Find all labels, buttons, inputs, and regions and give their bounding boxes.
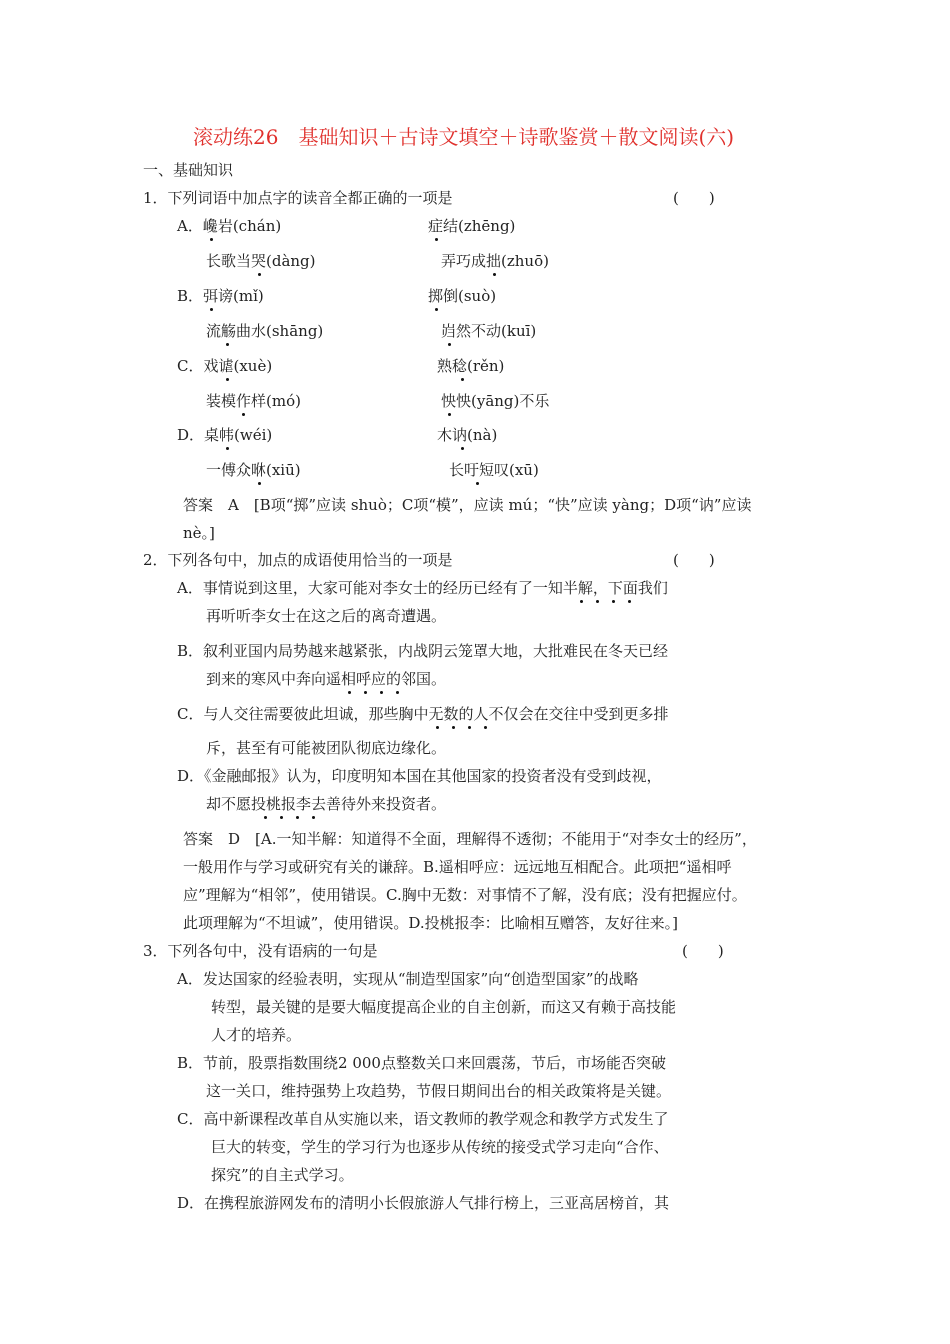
emphasis-dot (493, 273, 496, 276)
emphasis-dot (380, 691, 383, 694)
q3-option-a-line-1: A．发达国家的经验表明，实现从“制造型国家”向“创造型国家”的战略 (177, 970, 639, 988)
q1-answer-line-2: nè。] (183, 524, 215, 542)
emphasis-dot (264, 816, 267, 819)
emphasis-dot (580, 600, 583, 603)
q3-option-a-line-3: 人才的培养。 (211, 1026, 302, 1044)
q1-option-a-item-2: 症结(zhēng) (428, 217, 516, 235)
q1-option-d-item-2: 木讷(nà) (437, 426, 498, 444)
emphasis-dot (364, 691, 367, 694)
q2-option-d-line-2: 却不愿投桃报李去善待外来投资者。 (206, 795, 447, 813)
q1-option-d-item-3: 一傅众咻(xiū) (206, 461, 301, 479)
question-3-answer-blank: ( ) (682, 942, 724, 960)
q1-option-d-item-1: D．桌帏(wéi) (177, 426, 273, 444)
q1-option-a-item-3: 长歌当哭(dàng) (206, 252, 316, 270)
question-1-answer-blank: ( ) (673, 189, 715, 207)
emphasis-dot (296, 816, 299, 819)
emphasis-dot (452, 726, 455, 729)
question-3-stem: 3．下列各句中，没有语病的一句是 (143, 942, 378, 960)
q2-answer-line-1: 答案 D [A.一知半解：知道得不全面，理解得不透彻；不能用于“对李女士的经历”， (183, 830, 757, 848)
emphasis-dot (396, 691, 399, 694)
q3-option-a-line-2: 转型，最关键的是要大幅度提高企业的自主创新，而这又有赖于高技能 (211, 998, 677, 1016)
emphasis-dot (596, 600, 599, 603)
emphasis-dot (436, 726, 439, 729)
q3-option-c-line-3: 探究”的自主式学习。 (211, 1166, 354, 1184)
emphasis-dot (280, 816, 283, 819)
emphasis-dot (435, 308, 438, 311)
q1-option-b-item-3: 流觞曲水(shāng) (206, 322, 324, 340)
emphasis-dot (461, 378, 464, 381)
q2-option-a-line-2: 再听听李女士在这之后的离奇遭遇。 (206, 607, 447, 625)
q1-option-d-item-4: 长吁短叹(xū) (449, 461, 539, 479)
emphasis-dot (461, 447, 464, 450)
emphasis-dot (628, 600, 631, 603)
page-title: 滚动练26 基础知识＋古诗文填空＋诗歌鉴赏＋散文阅读(六) (193, 125, 735, 149)
q1-option-b-item-2: 掷倒(suò) (428, 287, 497, 305)
q1-option-b-item-4: 岿然不动(kuī) (441, 322, 537, 340)
emphasis-dot (476, 482, 479, 485)
emphasis-dot (435, 238, 438, 241)
emphasis-dot (258, 482, 261, 485)
emphasis-dot (468, 726, 471, 729)
emphasis-dot (226, 343, 229, 346)
emphasis-dot (484, 726, 487, 729)
q1-option-c-item-3: 装模作样(mó) (206, 392, 301, 410)
q1-answer-line-1: 答案 A [B项“掷”应读 shuò；C项“模”，应读 mú；“快”应读 yàng；D项“讷”应读 (183, 496, 752, 514)
question-2-stem: 2．下列各句中，加点的成语使用恰当的一项是 (143, 551, 453, 569)
emphasis-dot (612, 600, 615, 603)
q3-option-b-line-2: 这一关口，维持强势上攻趋势，节假日期间出台的相关政策将是关键。 (206, 1082, 672, 1100)
q3-option-b-line-1: B．节前，股票指数围绕2 000点整数关口来回震荡，节后，市场能否突破 (177, 1054, 666, 1072)
emphasis-dot (226, 447, 229, 450)
q2-answer-line-2: 一般用作与学习或研究有关的谦辞。B.遥相呼应：远远地互相配合。此项把“遥相呼 (183, 858, 732, 876)
emphasis-dot (312, 816, 315, 819)
question-2-answer-blank: ( ) (673, 551, 715, 569)
q1-option-c-item-4: 怏怏(yāng)不乐 (441, 392, 550, 410)
q2-option-a-line-1: A．事情说到这里，大家可能对李女士的经历已经有了一知半解，下面我们 (177, 579, 668, 597)
q1-option-c-item-1: C．戏谑(xuè) (177, 357, 273, 375)
q2-option-d-line-1: D．《金融邮报》认为，印度明知本国在其他国家的投资者没有受到歧视， (177, 767, 662, 785)
emphasis-dot (348, 691, 351, 694)
emphasis-dot (210, 308, 213, 311)
emphasis-dot (448, 343, 451, 346)
q1-option-a-item-4: 弄巧成拙(zhuō) (441, 252, 549, 270)
q2-option-c-line-2: 斥，甚至有可能被团队彻底边缘化。 (206, 739, 447, 757)
question-1-stem: 1．下列词语中加点字的读音全都正确的一项是 (143, 189, 453, 207)
q3-option-d-line-1: D．在携程旅游网发布的清明小长假旅游人气排行榜上，三亚高居榜首，其 (177, 1194, 670, 1212)
q1-option-c-item-2: 熟稔(rěn) (437, 357, 505, 375)
q2-option-c-line-1: C．与人交往需要彼此坦诚，那些胸中无数的人不仅会在交往中受到更多排 (177, 705, 669, 723)
q2-option-b-line-1: B．叙利亚国内局势越来越紧张，内战阴云笼罩大地，大批难民在冬天已经 (177, 642, 669, 660)
emphasis-dot (210, 238, 213, 241)
q3-option-c-line-1: C．高中新课程改革自从实施以来，语文教师的教学观念和教学方式发生了 (177, 1110, 669, 1128)
q2-answer-line-4: 此项理解为“不坦诚”，使用错误。D.投桃报李：比喻相互赠答，友好往来。] (183, 914, 678, 932)
emphasis-dot (258, 273, 261, 276)
q1-option-b-item-1: B．弭谤(mǐ) (177, 287, 264, 305)
q2-option-b-line-2: 到来的寒风中奔向遥相呼应的邻国。 (206, 670, 447, 688)
emphasis-dot (242, 413, 245, 416)
section-heading: 一、基础知识 (143, 161, 234, 179)
q2-answer-line-3: 应”理解为“相邻”，使用错误。C.胸中无数：对事情不了解，没有底；没有把握应付。 (183, 886, 747, 904)
emphasis-dot (226, 378, 229, 381)
emphasis-dot (448, 413, 451, 416)
q3-option-c-line-2: 巨大的转变，学生的学习行为也逐步从传统的接受式学习走向“合作、 (211, 1138, 669, 1156)
q1-option-a-item-1: A．巉岩(chán) (177, 217, 282, 235)
